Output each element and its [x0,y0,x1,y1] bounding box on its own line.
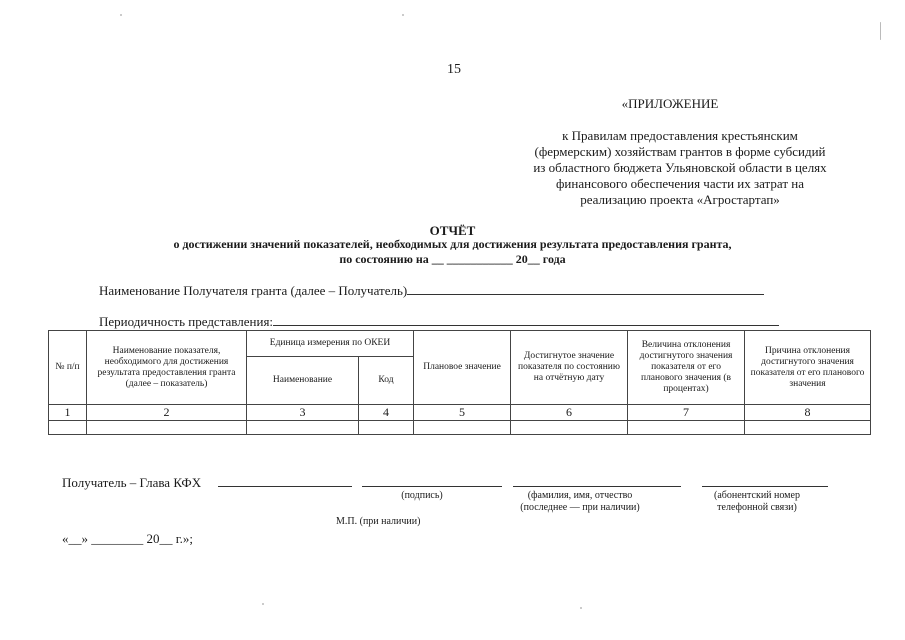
phone-caption [692,490,822,514]
column-number: 7 [628,405,745,421]
full-name-caption-line1: (фамилия, имя, отчество [527,490,633,501]
header-reason: Причина отклонения достигнутого значения показателя от его планового значения [745,331,871,405]
column-number: 1 [49,405,87,421]
stamp-placeholder: М.П. (при наличии) [336,516,421,527]
header-num: № п/п [49,331,87,405]
full-name-caption [500,490,660,514]
signature-caption: (подпись) [401,490,443,501]
table-cell[interactable] [745,421,871,435]
signature-date[interactable]: «__» ________ 20__ г.»; [62,531,193,546]
head-signature-line[interactable] [218,486,352,487]
report-subtitle-line2: по состоянию на __ ___________ 20__ года [339,252,566,266]
recipient-name-field[interactable] [99,283,764,299]
column-number: 8 [745,405,871,421]
recipient-name-label: Наименование Получателя гранта (далее – Получатель) [99,283,408,298]
header-unit-group: Единица измерения по ОКЕИ [247,331,414,357]
recipient-head-label: Получатель – Глава КФХ [62,475,202,490]
scan-speck [402,14,404,16]
phone-caption-line1: (абонентский номер [714,490,800,501]
table-row[interactable] [49,421,871,435]
column-number: 4 [359,405,414,421]
signature-line[interactable] [362,486,502,487]
phone-caption-line2: телефонной связи) [717,502,797,513]
table-cell[interactable] [511,421,628,435]
recipient-name-line[interactable] [407,283,764,295]
table-cell[interactable] [247,421,359,435]
scan-speck [580,607,582,609]
full-name-line[interactable] [513,486,681,487]
column-number: 5 [414,405,511,421]
report-title: ОТЧЁТ [429,223,476,238]
report-subtitle-line1: о достижении значений показателей, необходимых для достижения результата предоставления гранта, [173,237,732,251]
column-number: 2 [87,405,247,421]
column-number: 6 [511,405,628,421]
scan-speck [262,603,264,605]
report-table [48,330,871,435]
column-number: 3 [247,405,359,421]
table-cell[interactable] [49,421,87,435]
periodicity-label: Периодичность представления: [99,314,274,329]
header-planned: Плановое значение [414,331,511,405]
header-deviation: Величина отклонения достигнутого значения показателя от его планового значения (в процентах) [628,331,745,405]
full-name-caption-line2: (последнее — при наличии) [520,502,640,513]
column-number-row [49,405,871,421]
periodicity-line[interactable] [273,314,779,326]
header-unit-code: Код [359,357,414,405]
table-header-row [49,331,871,357]
table-cell[interactable] [414,421,511,435]
header-indicator: Наименование показателя, необходимого для достижения результата предоставления гранта (далее – показатель) [87,331,247,405]
scan-speck [880,22,881,40]
table-cell[interactable] [628,421,745,435]
rules-reference: к Правилам предоставления крестьянским (фермерским) хозяйствам грантов в форме субсидий из областного бюджета Ульяновской области в целях финансового обеспечения части их затрат на реализацию проекта «Агростартап» [533,128,827,207]
table-cell[interactable] [359,421,414,435]
periodicity-field[interactable] [99,314,779,330]
report-subtitle [80,237,825,267]
header-unit-name: Наименование [247,357,359,405]
phone-line[interactable] [702,486,828,487]
table-cell[interactable] [87,421,247,435]
page-number: 15 [447,62,461,77]
appendix-label: «ПРИЛОЖЕНИЕ [621,96,719,111]
header-achieved: Достигнутое значение показателя по состоянию на отчётную дату [511,331,628,405]
scan-speck [120,14,122,16]
